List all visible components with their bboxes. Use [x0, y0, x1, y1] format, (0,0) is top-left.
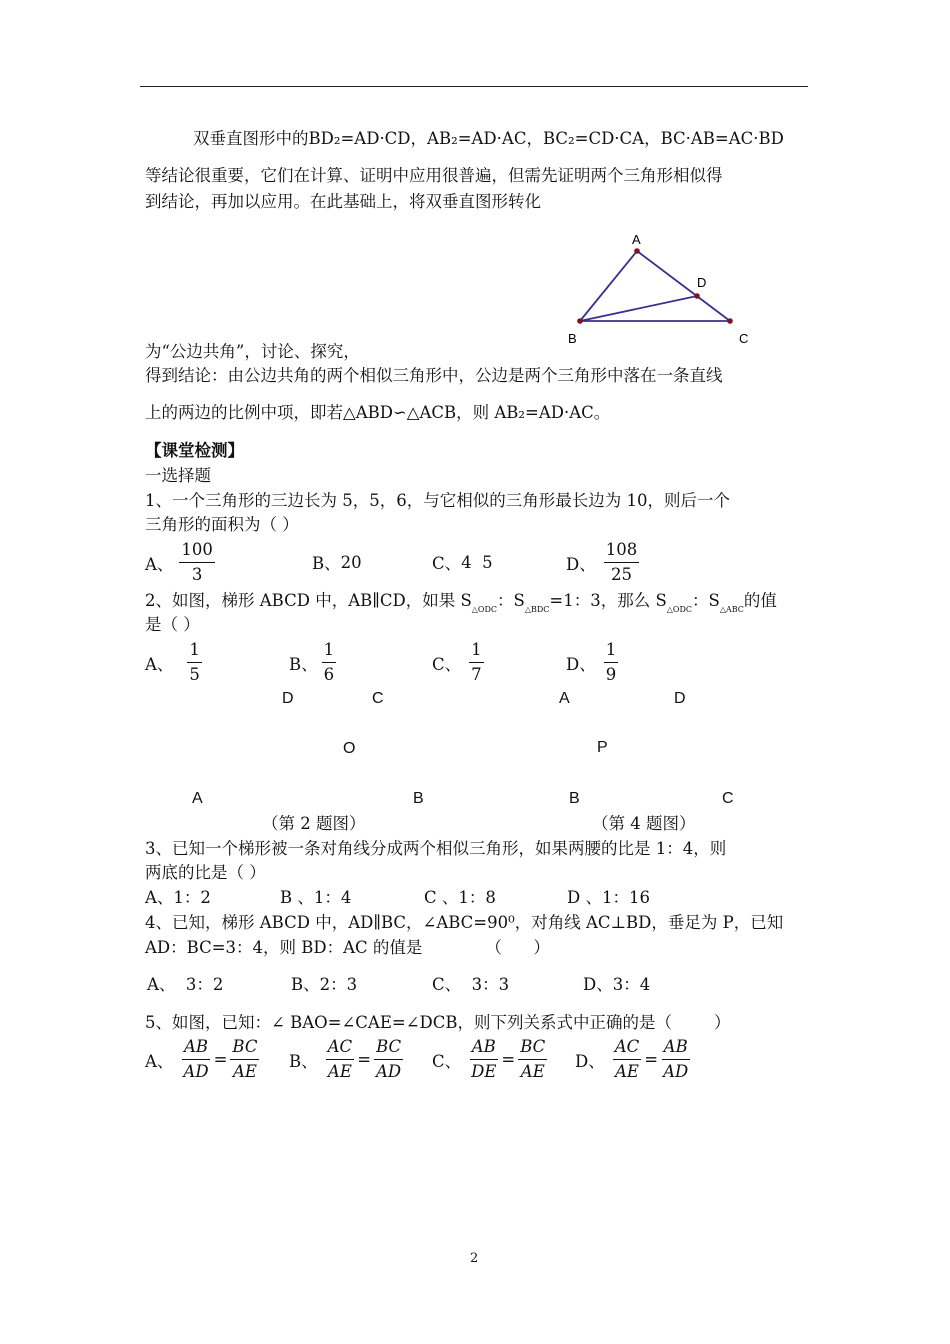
q1-option-d-label: D、 — [566, 554, 596, 574]
q2-option-c[interactable] — [432, 638, 484, 687]
q4-option-c[interactable]: C、 3：3 — [432, 975, 510, 994]
q5-option-c-label: C、 — [432, 1051, 462, 1071]
q1-option-d[interactable] — [566, 538, 639, 587]
q2-line-1 — [145, 590, 777, 621]
label-a: A — [632, 232, 641, 247]
q1-option-b-text: 20 — [340, 552, 362, 572]
triangle-figure — [560, 228, 760, 353]
q1-option-a[interactable] — [145, 538, 215, 587]
q5-c-left-den: DE — [471, 1062, 497, 1081]
fig2-caption: （第 2 题图） — [262, 814, 366, 833]
q1-line-2: 三角形的面积为（ ） — [145, 515, 299, 534]
q1-option-a-fraction — [179, 538, 215, 587]
q5-option-b-label: B、 — [289, 1051, 318, 1071]
q1-option-c-text: 4 5 — [461, 552, 493, 572]
q2-option-d-label: D、 — [566, 654, 596, 674]
section-title: 【课堂检测】 — [145, 441, 244, 460]
q5-d-right-num: AB — [662, 1035, 690, 1060]
q1-option-a-num: 100 — [179, 538, 215, 563]
q5-a-right-den: AE — [232, 1062, 257, 1081]
q3-option-c[interactable]: C 、1：8 — [424, 888, 496, 907]
q1-line-1: 1、一个三角形的三边长为 5，5，6，与它相似的三角形最长边为 10，则后一个 — [145, 491, 730, 510]
fig2-label-c: C — [372, 690, 384, 707]
point-a — [634, 248, 640, 254]
fig4-label-d: D — [674, 690, 686, 707]
q3-option-b[interactable]: B 、1：4 — [280, 888, 352, 907]
fig4-label-c: C — [722, 790, 734, 807]
q3-option-d[interactable]: D 、1：16 — [567, 888, 650, 907]
q1-option-c[interactable] — [432, 550, 493, 574]
q1-option-a-label: A、 — [145, 554, 174, 574]
q5-option-b-right — [374, 1035, 403, 1084]
q2-option-a-num: 1 — [187, 638, 202, 663]
q5-c-equals: = — [501, 1050, 516, 1069]
q2-option-b[interactable] — [289, 638, 336, 687]
q2-text-a: 2、如图，梯形 ABCD 中，AB∥CD，如果 S — [145, 591, 472, 610]
q2-option-a[interactable] — [145, 638, 202, 687]
intro-line-4: 为“公边共角”，讨论、探究， — [145, 342, 360, 361]
q2-option-a-den: 5 — [189, 665, 200, 684]
q2-text-b: ：S — [497, 591, 525, 610]
q5-option-c-left — [469, 1035, 498, 1084]
q5-d-left-num: AC — [613, 1035, 642, 1060]
point-d — [694, 293, 700, 299]
point-b — [577, 318, 583, 324]
q5-option-b[interactable] — [289, 1035, 403, 1084]
intro-line-5: 得到结论：由公边共角的两个相似三角形中，公边是两个三角形中落在一条直线 — [145, 366, 723, 385]
q5-option-d-right — [661, 1035, 690, 1084]
q2-sub-4: △ABC — [719, 605, 744, 614]
q5-b-equals: = — [357, 1050, 372, 1069]
q1-option-b-label: B、 — [312, 554, 341, 573]
q5-option-a[interactable] — [145, 1035, 259, 1084]
q2-text-d: ：S — [692, 591, 720, 610]
q3-option-a[interactable]: A、1：2 — [145, 888, 211, 907]
fig2-label-o: O — [343, 740, 356, 757]
q1-option-c-label: C、 — [432, 554, 462, 573]
q1-option-d-num: 108 — [604, 538, 640, 563]
fig2-label-a: A — [192, 790, 203, 807]
q5-d-left-den: AE — [615, 1062, 639, 1081]
q1-option-b[interactable] — [312, 550, 362, 574]
q2-option-d-fraction — [604, 638, 619, 687]
label-d: D — [697, 275, 707, 290]
q2-option-d-den: 9 — [605, 665, 617, 684]
header-rule — [140, 86, 808, 87]
q2-option-b-fraction — [322, 638, 337, 687]
q2-option-b-label: B、 — [289, 654, 318, 674]
q2-option-b-den: 6 — [323, 665, 335, 684]
q2-sub-1: △ODC — [471, 605, 498, 614]
page-number: 2 — [470, 1251, 479, 1266]
fig4-label-b: B — [569, 790, 580, 807]
q5-c-right-num: BC — [518, 1035, 547, 1060]
q5-a-equals: = — [213, 1050, 228, 1069]
q4-line-2: AD：BC=3：4，则 BD：AC 的值是 （ ） — [145, 938, 550, 957]
q5-d-right-den: AD — [663, 1062, 689, 1081]
q4-option-b[interactable]: B、2：3 — [291, 975, 358, 994]
q2-option-a-fraction — [187, 638, 202, 687]
q4-option-d[interactable]: D、3：4 — [583, 975, 651, 994]
q2-sub-2: △BDC — [524, 605, 550, 614]
point-c — [727, 318, 733, 324]
q5-a-left-den: AD — [183, 1062, 209, 1081]
intro-line-3: 到结论，再加以应用。在此基础上，将双垂直图形转化 — [145, 192, 541, 211]
q2-option-d-num: 1 — [604, 638, 619, 663]
q1-option-d-den: 25 — [610, 565, 632, 584]
intro-line-2: 等结论很重要，它们在计算、证明中应用很普遍，但需先证明两个三角形相似得 — [145, 166, 723, 185]
q5-option-c[interactable] — [432, 1035, 547, 1084]
q5-b-left-den: AE — [327, 1062, 352, 1081]
fig4-label-a: A — [559, 690, 570, 707]
q1-option-d-fraction — [604, 538, 640, 587]
q2-option-a-label: A、 — [145, 654, 174, 674]
q3-line-2: 两底的比是（ ） — [145, 863, 266, 882]
q5-option-c-right — [518, 1035, 547, 1084]
q2-option-d[interactable] — [566, 638, 618, 687]
q3-line-1: 3、已知一个梯形被一条对角线分成两个相似三角形，如果两腰的比是 1：4，则 — [145, 839, 727, 858]
q5-option-d-left — [613, 1035, 642, 1084]
fig2-label-b: B — [413, 790, 424, 807]
q4-option-a[interactable]: A、 3：2 — [147, 975, 224, 994]
q5-a-left-num: AB — [182, 1035, 210, 1060]
q5-line-1: 5、如图，已知：∠ BAO=∠CAE=∠DCB，则下列关系式中正确的是（ ） — [145, 1013, 731, 1032]
q2-option-b-num: 1 — [322, 638, 337, 663]
q2-text-c: =1：3，那么 S — [549, 591, 667, 610]
q2-option-c-den: 7 — [471, 665, 482, 684]
q5-c-right-den: AE — [520, 1062, 545, 1081]
q5-a-right-num: BC — [230, 1035, 259, 1060]
intro-line-6: 上的两边的比例中项，即若△ABD∽△ACB，则 AB₂=AD·AC。 — [145, 403, 611, 422]
q5-option-b-left — [326, 1035, 355, 1084]
q4-line-1: 4、已知，梯形 ABCD 中，AD∥BC，∠ABC=90⁰，对角线 AC⊥BD，垂足为 P，已知 — [145, 913, 784, 932]
intro-line-1: 双垂直图形中的BD₂=AD·CD，AB₂=AD·AC，BC₂=CD·CA，BC·AB=AC·BD — [193, 129, 784, 148]
fig4-label-p: P — [597, 739, 608, 756]
q5-option-d[interactable] — [575, 1035, 690, 1084]
fig2-label-d: D — [282, 690, 294, 707]
q2-option-c-label: C、 — [432, 654, 462, 674]
q5-c-left-num: AB — [470, 1035, 498, 1060]
q2-sub-3: △ODC — [666, 605, 693, 614]
q2-text-e: 的值 — [743, 591, 777, 610]
q2-option-c-fraction — [469, 638, 484, 687]
q5-option-a-left — [181, 1035, 210, 1084]
q5-b-right-den: AD — [376, 1062, 402, 1081]
q1-option-a-den: 3 — [191, 565, 203, 584]
q2-line-2: 是（ ） — [145, 615, 200, 634]
q5-option-a-right — [230, 1035, 259, 1084]
q5-b-right-num: BC — [374, 1035, 403, 1060]
section-subtitle: 一选择题 — [145, 466, 211, 485]
q5-option-d-label: D、 — [575, 1051, 605, 1071]
q5-b-left-num: AC — [326, 1035, 355, 1060]
q2-option-c-num: 1 — [469, 638, 484, 663]
label-b: B — [568, 331, 577, 346]
q5-d-equals: = — [644, 1050, 659, 1069]
label-c: C — [739, 331, 749, 346]
fig4-caption: （第 4 题图） — [592, 814, 696, 833]
q5-option-a-label: A、 — [145, 1051, 174, 1071]
